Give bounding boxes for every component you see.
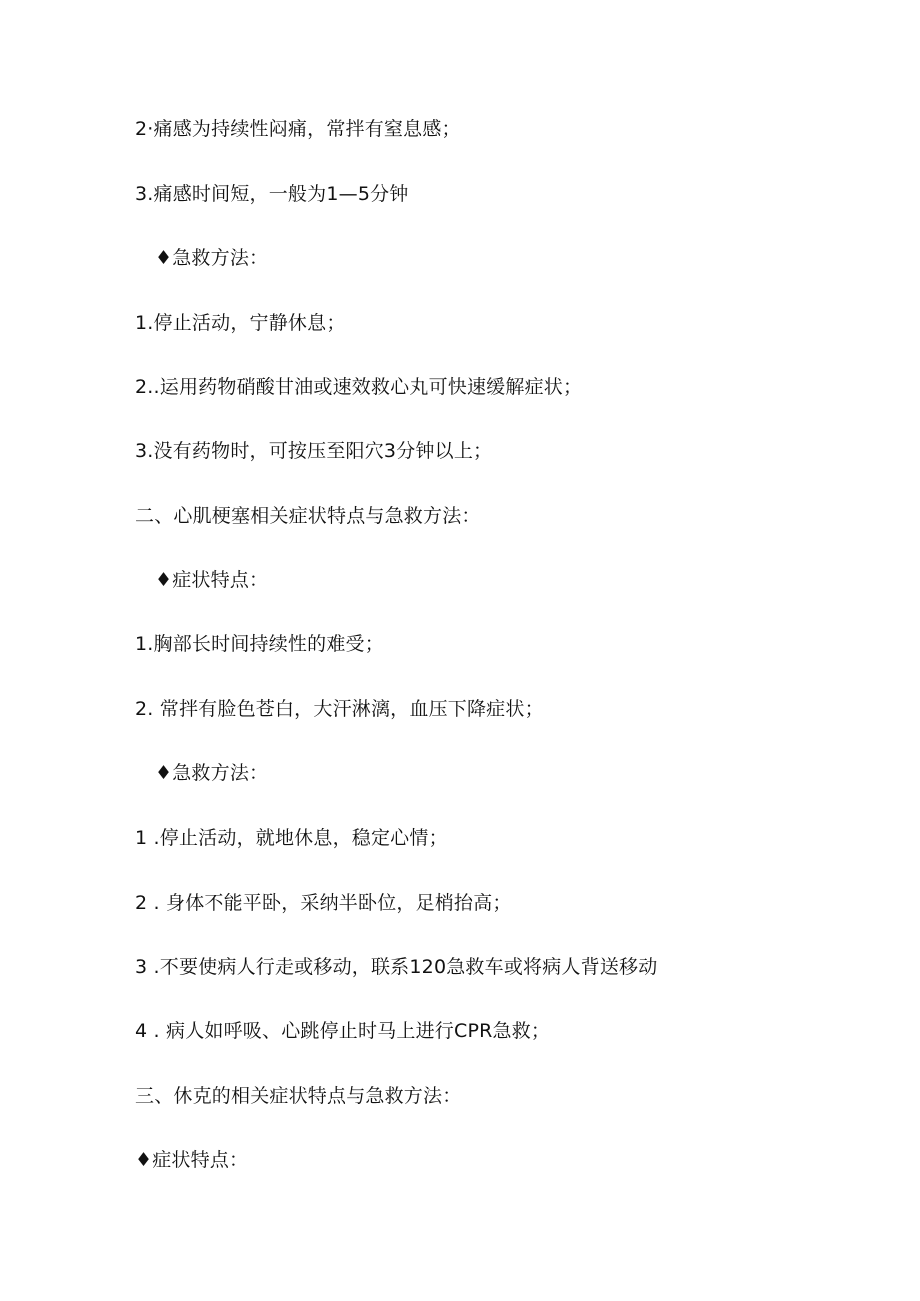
subheading-first-aid-1: ♦急救方法： — [155, 247, 269, 269]
text-line-4: 1.停止活动，宁静休息； — [135, 312, 346, 334]
text-line-2: 3.痛感时间短，一般为1—5分钟 — [135, 183, 409, 205]
text-line-14: 3 .不要使病人行走或移动，联系120急救车或将病人背送移动 — [135, 956, 658, 978]
text-line-5: 2..运用药物硝酸甘油或速效救心丸可快速缓解症状； — [135, 376, 583, 398]
subheading-first-aid-2: ♦急救方法： — [155, 762, 269, 784]
text-line-13: 2 . 身体不能平卧，采纳半卧位，足梢抬高； — [135, 892, 512, 914]
subheading-symptoms-3: ♦症状特点： — [135, 1149, 249, 1171]
text-line-6: 3.没有药物时，可按压至阳穴3分钟以上； — [135, 440, 493, 462]
section-heading-2: 二、心肌梗塞相关症状特点与急救方法： — [135, 505, 481, 527]
text-line-15: 4 . 病人如呼吸、心跳停止时马上进行CPR急救； — [135, 1020, 551, 1042]
text-line-9: 1.胸部长时间持续性的难受； — [135, 633, 384, 655]
text-line-10: 2. 常拌有脸色苍白，大汗淋漓，血压下降症状； — [135, 698, 544, 720]
text-line-12: 1 .停止活动，就地休息，稳定心情； — [135, 827, 448, 849]
text-line-1: 2·痛感为持续性闷痛，常拌有窒息感； — [135, 118, 461, 140]
subheading-symptoms-2: ♦症状特点： — [155, 569, 269, 591]
section-heading-3: 三、休克的相关症状特点与急救方法： — [135, 1085, 462, 1107]
